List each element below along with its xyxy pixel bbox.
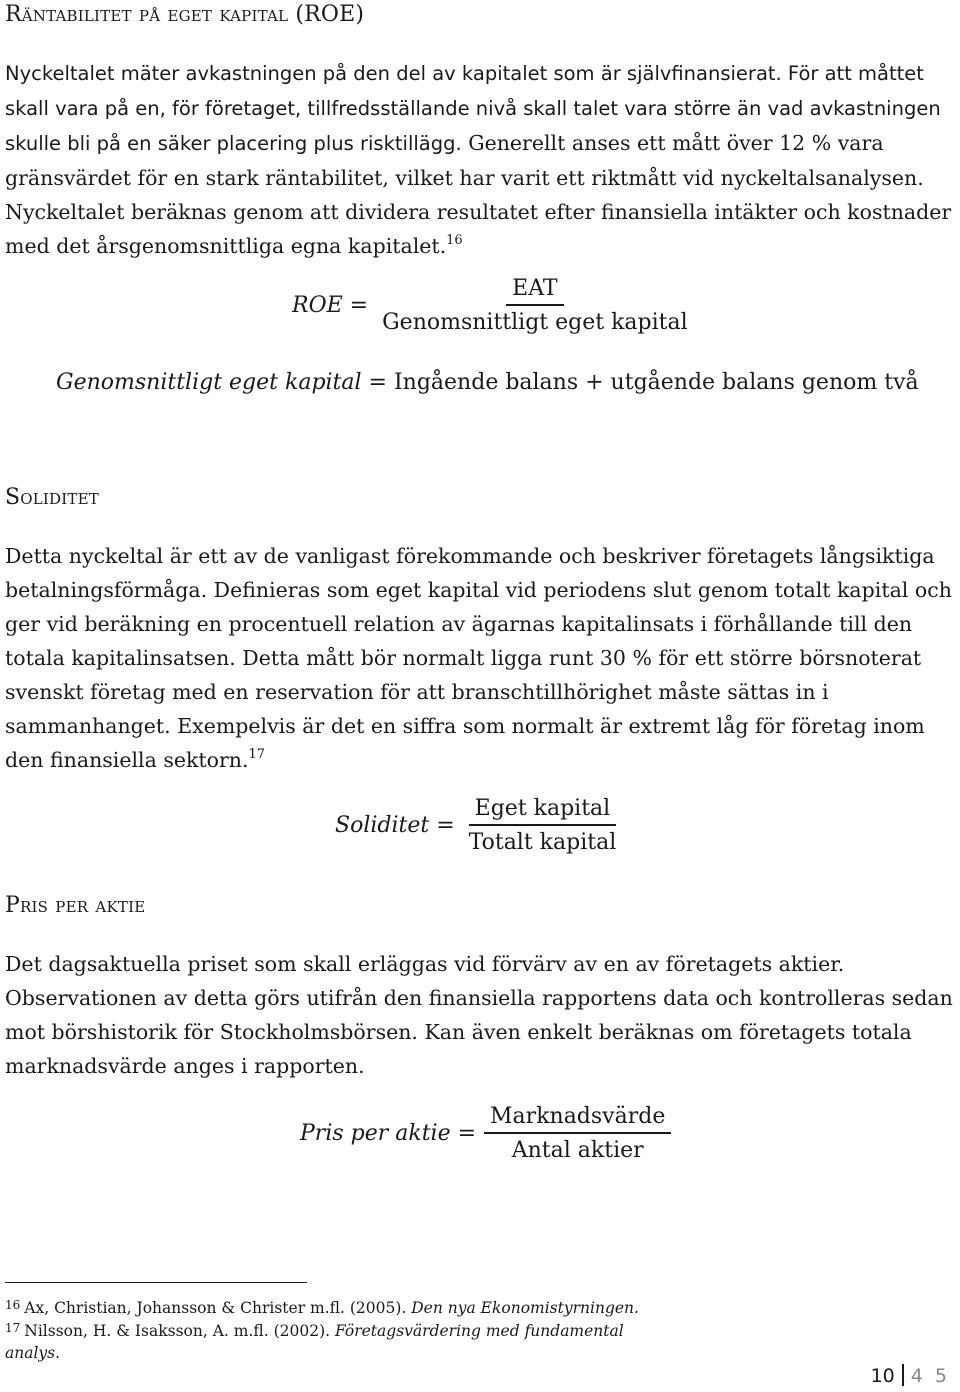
page-number-current: 10 xyxy=(870,1365,895,1387)
formula-pris-per-aktie xyxy=(300,1104,671,1163)
formula-soliditet-lhs: Soliditet = xyxy=(335,813,455,838)
formula-pris-numerator: Marknadsvärde xyxy=(484,1104,671,1134)
formula-average-equity xyxy=(56,370,919,395)
page-number-total: 4 5 xyxy=(910,1365,950,1387)
formula-roe-denominator: Genomsnittligt eget kapital xyxy=(382,310,688,335)
formula-pris-denominator: Antal aktier xyxy=(511,1138,644,1163)
formula-roe-numerator: EAT xyxy=(506,276,563,306)
formula-pris-fraction xyxy=(484,1104,671,1163)
footnote-17-number: 17 xyxy=(5,1321,21,1335)
footnote-16 xyxy=(5,1294,705,1319)
formula-soliditet-fraction xyxy=(463,796,623,855)
formula-soliditet-numerator: Eget kapital xyxy=(469,796,617,826)
paragraph-roe xyxy=(5,56,955,263)
formula-roe-fraction xyxy=(376,276,694,335)
paragraph-soliditet-text: Detta nyckeltal är ett av de vanligast förekommande och beskriver företagets långsiktiga betalningsförmåga. Definieras som eget kapital vid periodens slut genom totalt kapital och ger vid beräkning en procentuell relation av ägarnas kapitalinsats i förhållande till den totala kapitalinsatsen. Detta mått bör normalt ligga runt 30 % för ett större börsnoterat svenskt företag med en reservation för att branschtillhörighet måste sättas in i sammanhanget. Exempelvis är det en siffra som normalt är extremt låg för företag inom den finansiella sektorn. xyxy=(5,544,952,772)
heading-soliditet: Soliditet xyxy=(5,485,99,510)
page-number xyxy=(871,1364,950,1387)
heading-roe: Räntabilitet på eget kapital (ROE) xyxy=(5,2,365,27)
footnote-17-text: Nilsson, H. & Isaksson, A. m.fl. (2002). xyxy=(24,1322,335,1340)
footnote-17 xyxy=(5,1317,645,1364)
formula-roe xyxy=(292,276,694,335)
formula-average-equity-rhs: = Ingående balans + utgående balans genom två xyxy=(361,370,919,395)
formula-roe-lhs: ROE = xyxy=(292,293,369,318)
page-number-divider xyxy=(902,1364,904,1386)
formula-soliditet-denominator: Totalt kapital xyxy=(468,830,617,855)
footnote-17-title: Företagsvärdering med fundamental analys. xyxy=(5,1322,624,1362)
footnote-divider xyxy=(5,1282,307,1283)
footnote-ref-17: 17 xyxy=(248,747,266,762)
formula-pris-lhs: Pris per aktie = xyxy=(300,1121,477,1146)
footnote-16-text: Ax, Christian, Johansson & Christer m.fl. (2005). xyxy=(24,1299,412,1317)
formula-average-equity-lhs: Genomsnittligt eget kapital xyxy=(56,370,362,395)
footnote-16-number: 16 xyxy=(5,1298,21,1312)
paragraph-roe-serif: Generellt anses ett mått över 12 % vara gränsvärdet för en stark räntabilitet, vilket har varit ett riktmått vid nyckeltalsanalysen. Nyckeltalet beräknas genom att dividera resultatet efter finansiella intäkter och kostnader med det årsgenomsnittliga egna kapitalet. xyxy=(5,131,952,258)
paragraph-roe-sans: Nyckeltalet mäter avkastningen på den del av kapitalet som är självfinansierat. För att måttet skall vara på en, för företaget, tillfredsställande nivå skall talet vara större än vad avkastningen skulle bli på en säker placering plus risktillägg. xyxy=(5,62,941,155)
footnote-16-title: Den nya Ekonomistyrningen. xyxy=(411,1299,639,1317)
paragraph-soliditet xyxy=(5,539,955,777)
heading-pris-per-aktie: Pris per aktie xyxy=(5,893,146,918)
formula-soliditet xyxy=(335,796,622,855)
paragraph-pris-per-aktie: Det dagsaktuella priset som skall erläggas vid förvärv av en av företagets aktier. Observationen av detta görs utifrån den finansiella rapportens data och kontrolleras sedan mot börshistorik för Stockholmsbörsen. Kan även enkelt beräknas om företagets totala marknadsvärde anges i rapporten. xyxy=(5,952,953,1078)
footnote-ref-16: 16 xyxy=(446,233,463,248)
